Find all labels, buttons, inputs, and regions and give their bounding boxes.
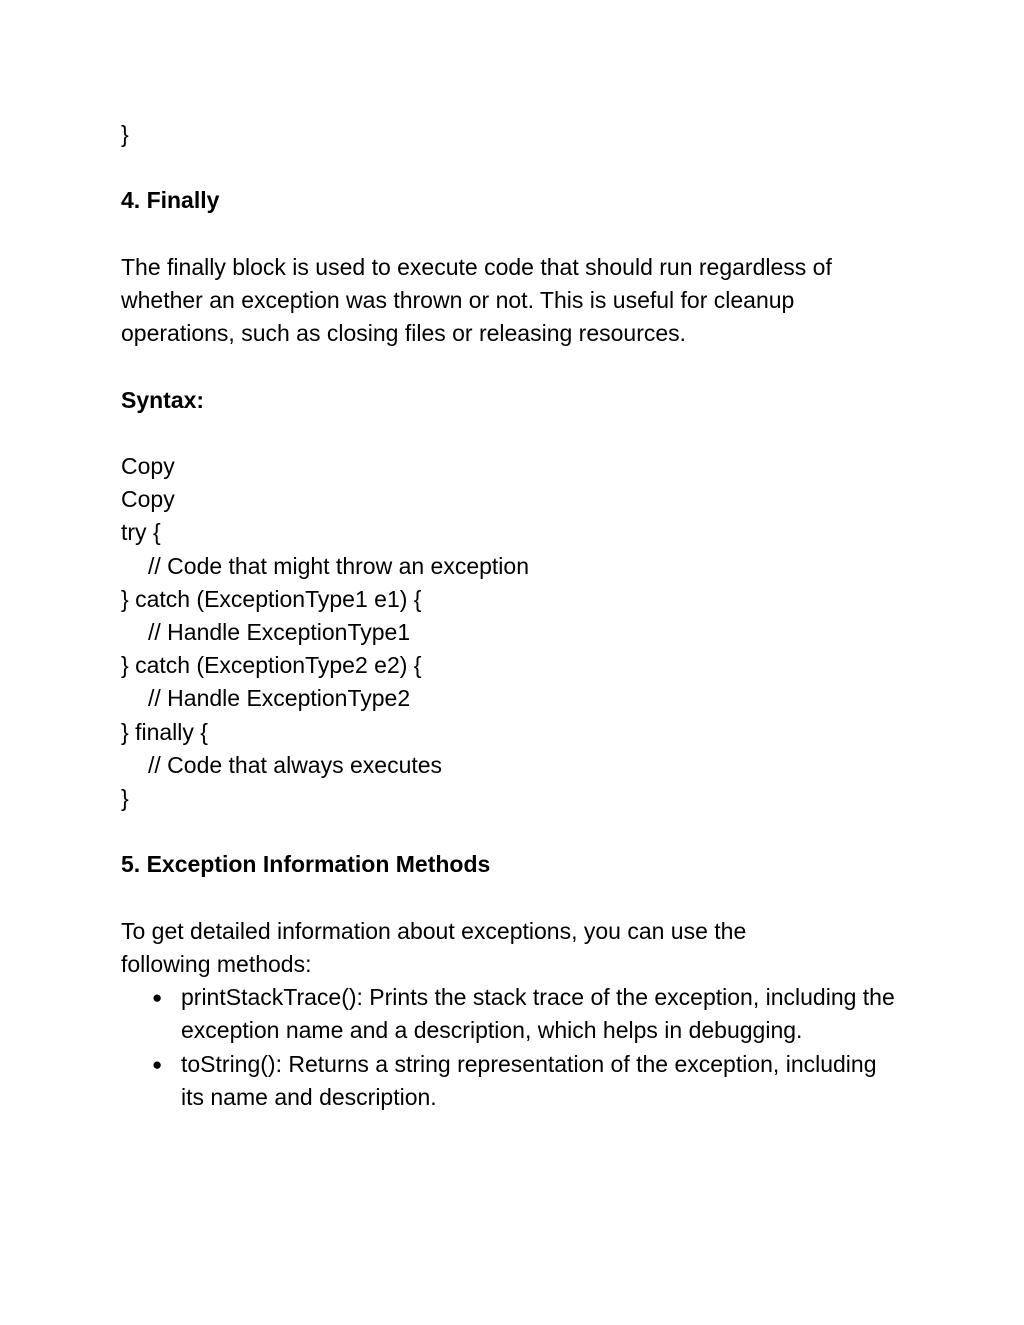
- code-line: } catch (ExceptionType1 e1) {: [121, 585, 422, 612]
- code-line: } catch (ExceptionType2 e2) {: [121, 652, 422, 679]
- list-item-text: toString(): Returns a string representation of the exception, including its name and description.: [181, 1050, 877, 1110]
- spacer: [121, 350, 921, 383]
- methods-list: [121, 981, 921, 1114]
- code-line: }: [121, 785, 129, 811]
- spacer: [121, 218, 921, 251]
- list-item: [121, 981, 901, 1047]
- spacer: [121, 151, 921, 184]
- section-4-heading: 4. Finally: [121, 187, 220, 214]
- spacer: [121, 882, 921, 915]
- section-5-heading: 5. Exception Information Methods: [121, 851, 491, 878]
- code-line: } finally {: [121, 718, 208, 745]
- spacer: [121, 815, 921, 848]
- list-item: [121, 1048, 901, 1114]
- code-line: // Code that might throw an exception: [148, 552, 529, 579]
- bullet-icon: ●: [152, 988, 163, 1008]
- copy-label[interactable]: Copy: [121, 486, 175, 513]
- list-item-text: printStackTrace(): Prints the stack trace of the exception, including the exception name and a description, which helps in debugging.: [181, 984, 895, 1044]
- code-line: // Handle ExceptionType2: [148, 685, 411, 712]
- copy-label[interactable]: Copy: [121, 452, 175, 479]
- section-4-paragraph: The finally block is used to execute code that should run regardless of whether an exception was thrown or not. This is useful for cleanup operations, such as closing files or releasing resources.: [121, 253, 832, 347]
- spacer: [121, 417, 921, 450]
- bullet-icon: ●: [152, 1054, 163, 1074]
- code-line: // Handle ExceptionType1: [148, 618, 411, 645]
- code-line: // Code that always executes: [148, 751, 443, 778]
- code-line: try {: [121, 519, 161, 546]
- section-5-intro: To get detailed information about exceptions, you can use the following methods:: [121, 917, 747, 977]
- closing-brace: }: [121, 121, 129, 147]
- code-block: [121, 516, 921, 815]
- document-page: [121, 118, 921, 1114]
- syntax-label: Syntax:: [121, 386, 205, 413]
